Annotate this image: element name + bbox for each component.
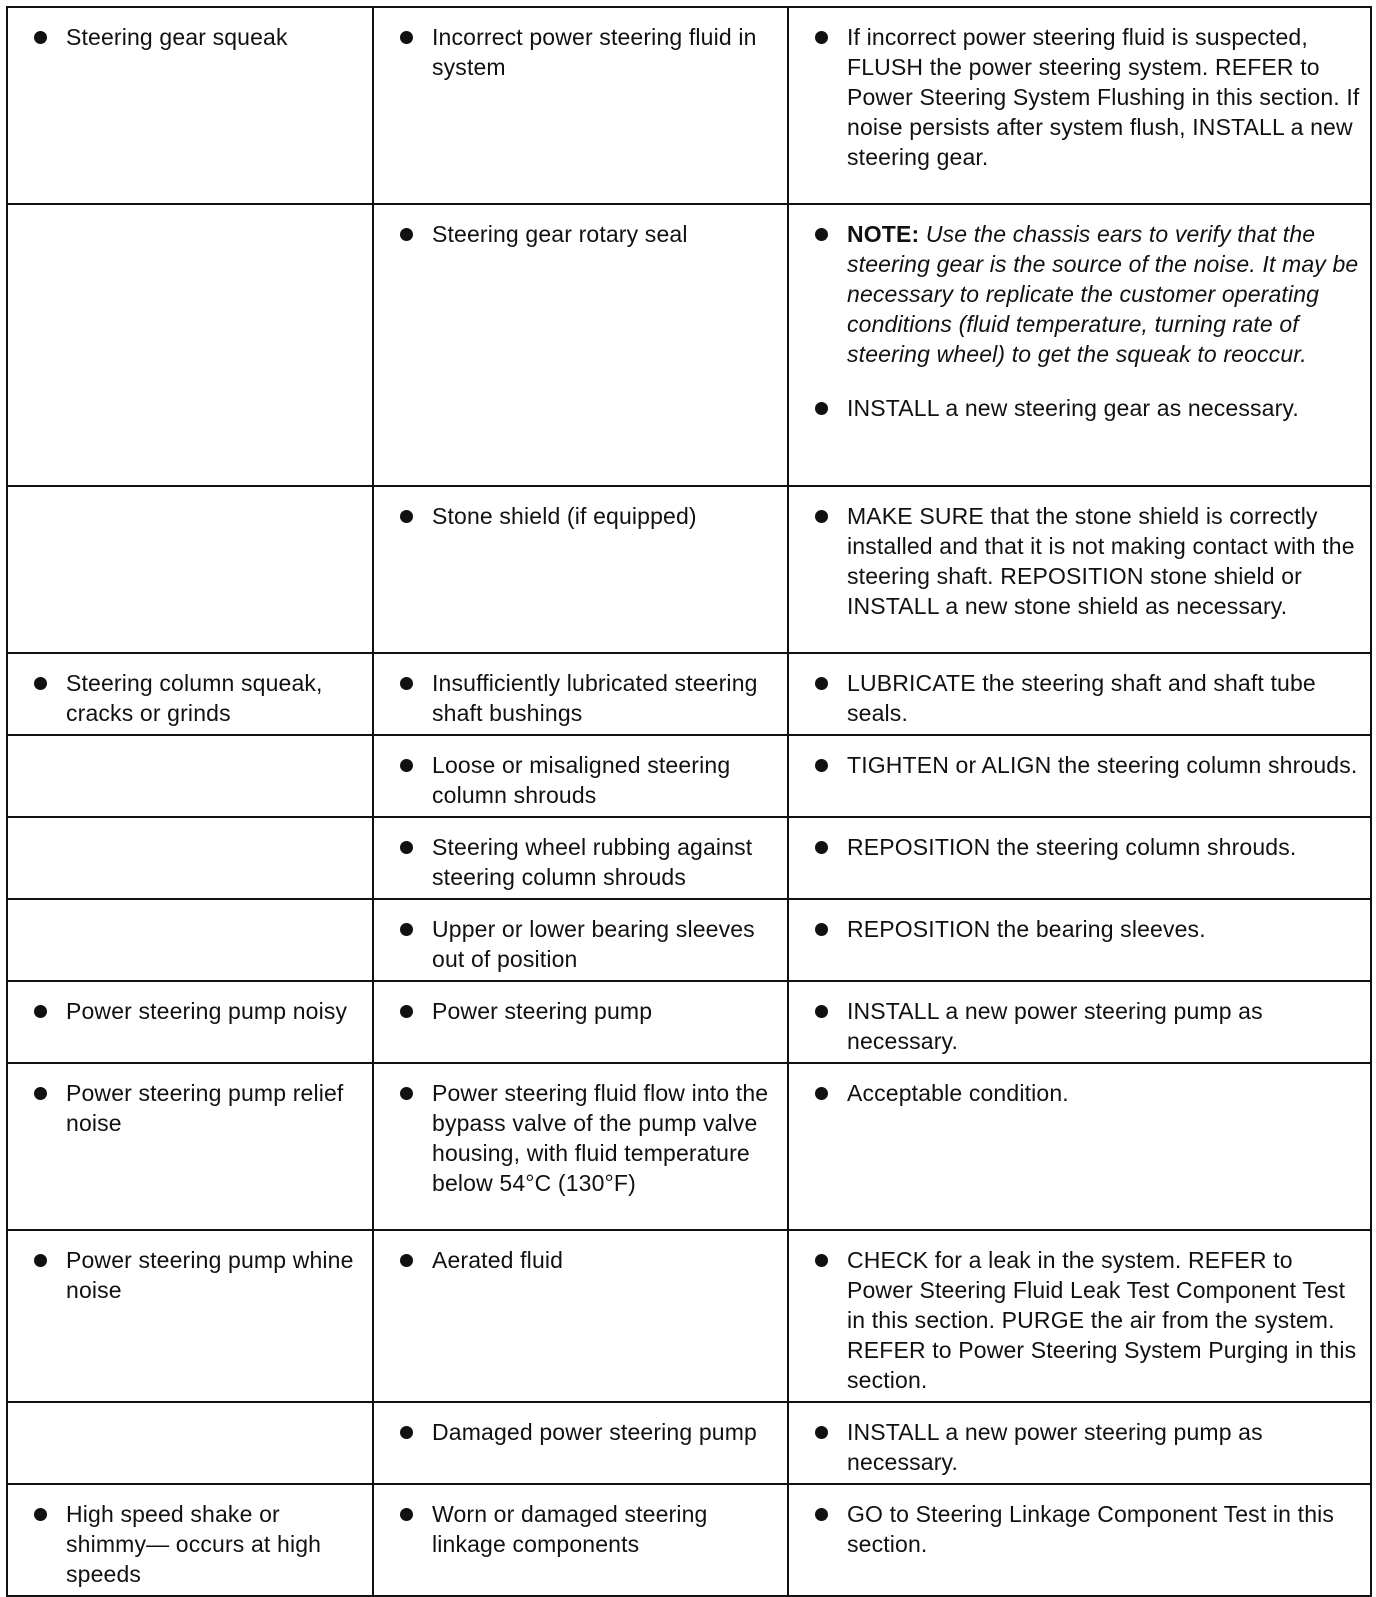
action-text: INSTALL a new power steering pump as necessary. xyxy=(847,1419,1263,1475)
condition-text: High speed shake or shimmy— occurs at high speeds xyxy=(66,1501,322,1587)
note-item xyxy=(805,219,1362,369)
bullet-icon xyxy=(815,1426,828,1439)
cause-cell xyxy=(373,653,788,735)
condition-cell xyxy=(7,7,373,204)
condition-text: Steering column squeak, cracks or grinds xyxy=(66,670,323,726)
action-item xyxy=(805,393,1362,423)
bullet-icon xyxy=(400,759,413,772)
condition-cell xyxy=(7,817,373,899)
bullet-icon xyxy=(815,1508,828,1521)
bullet-icon xyxy=(400,510,413,523)
action-cell xyxy=(788,1063,1371,1230)
cause-cell xyxy=(373,899,788,981)
table-row xyxy=(7,981,1371,1063)
cause-item xyxy=(390,219,779,249)
action-item xyxy=(805,1499,1362,1559)
condition-item xyxy=(24,1245,364,1305)
bullet-icon xyxy=(815,1254,828,1267)
bullet-icon xyxy=(400,228,413,241)
cause-text: Power steering fluid flow into the bypass valve of the pump valve housing, with fluid temperature below 54°C (130°F) xyxy=(432,1080,769,1196)
action-text: INSTALL a new power steering pump as necessary. xyxy=(847,998,1263,1054)
action-text: If incorrect power steering fluid is suspected, FLUSH the power steering system. REFER to Power Steering System Flushing in this section. If noise persists after system flush, INSTALL a new steering gear. xyxy=(847,24,1360,170)
table-row xyxy=(7,1230,1371,1402)
bullet-icon xyxy=(34,1087,47,1100)
cause-cell xyxy=(373,1230,788,1402)
cause-text: Upper or lower bearing sleeves out of position xyxy=(432,916,755,972)
bullet-icon xyxy=(34,1508,47,1521)
condition-cell xyxy=(7,899,373,981)
condition-cell xyxy=(7,1230,373,1402)
action-text: LUBRICATE the steering shaft and shaft tube seals. xyxy=(847,670,1316,726)
condition-item xyxy=(24,1499,364,1589)
cause-cell xyxy=(373,486,788,653)
cause-cell xyxy=(373,817,788,899)
cause-item xyxy=(390,501,779,531)
action-cell xyxy=(788,817,1371,899)
action-item xyxy=(805,996,1362,1056)
condition-cell xyxy=(7,653,373,735)
table-row xyxy=(7,899,1371,981)
cause-item xyxy=(390,668,779,728)
cause-cell xyxy=(373,204,788,486)
cause-cell xyxy=(373,1402,788,1484)
action-item xyxy=(805,1417,1362,1477)
cause-text: Worn or damaged steering linkage components xyxy=(432,1501,708,1557)
table-row xyxy=(7,7,1371,204)
cause-text: Steering gear rotary seal xyxy=(432,221,688,247)
bullet-icon xyxy=(400,1426,413,1439)
table-row xyxy=(7,1402,1371,1484)
action-item xyxy=(805,832,1362,862)
action-text: INSTALL a new steering gear as necessary. xyxy=(847,395,1299,421)
table-row xyxy=(7,1063,1371,1230)
action-cell xyxy=(788,653,1371,735)
cause-item xyxy=(390,832,779,892)
action-cell xyxy=(788,981,1371,1063)
bullet-icon xyxy=(400,923,413,936)
bullet-icon xyxy=(815,228,828,241)
bullet-icon xyxy=(400,1087,413,1100)
action-cell xyxy=(788,1484,1371,1596)
bullet-icon xyxy=(34,1005,47,1018)
action-item xyxy=(805,501,1362,621)
action-item xyxy=(805,914,1362,944)
condition-item xyxy=(24,996,364,1026)
action-cell xyxy=(788,486,1371,653)
note-text: Use the chassis ears to verify that the steering gear is the source of the noise. It may be necessary to replicate the customer operating conditions (fluid temperature, turning rate of steering wheel) to get the squeak to reoccur. xyxy=(847,221,1359,367)
bullet-icon xyxy=(400,841,413,854)
bullet-icon xyxy=(815,759,828,772)
cause-cell xyxy=(373,735,788,817)
cause-cell xyxy=(373,1484,788,1596)
bullet-icon xyxy=(815,510,828,523)
cause-item xyxy=(390,1078,779,1198)
bullet-icon xyxy=(815,402,828,415)
action-text: REPOSITION the bearing sleeves. xyxy=(847,916,1206,942)
diagnosis-table xyxy=(6,6,1372,1597)
bullet-icon xyxy=(34,31,47,44)
table-row xyxy=(7,817,1371,899)
bullet-icon xyxy=(815,1087,828,1100)
action-cell xyxy=(788,899,1371,981)
action-cell xyxy=(788,735,1371,817)
table-row xyxy=(7,653,1371,735)
bullet-icon xyxy=(815,923,828,936)
cause-text: Aerated fluid xyxy=(432,1247,564,1273)
action-item xyxy=(805,668,1362,728)
action-item xyxy=(805,22,1362,172)
action-text: CHECK for a leak in the system. REFER to Power Steering Fluid Leak Test Component Test in this section. PURGE the air from the system. REFER to Power Steering System Purging in this section. xyxy=(847,1247,1357,1393)
table-row xyxy=(7,1484,1371,1596)
action-cell xyxy=(788,1402,1371,1484)
action-item xyxy=(805,1078,1362,1108)
action-item xyxy=(805,1245,1362,1395)
condition-text: Power steering pump relief noise xyxy=(66,1080,344,1136)
cause-cell xyxy=(373,1063,788,1230)
bullet-icon xyxy=(815,841,828,854)
condition-item xyxy=(24,668,364,728)
bullet-icon xyxy=(400,31,413,44)
bullet-icon xyxy=(34,677,47,690)
bullet-icon xyxy=(400,1508,413,1521)
table-row xyxy=(7,486,1371,653)
bullet-icon xyxy=(815,1005,828,1018)
bullet-icon xyxy=(815,31,828,44)
cause-item xyxy=(390,1499,779,1559)
cause-text: Insufficiently lubricated steering shaft bushings xyxy=(432,670,758,726)
condition-cell xyxy=(7,735,373,817)
condition-item xyxy=(24,22,364,52)
condition-item xyxy=(24,1078,364,1138)
bullet-icon xyxy=(400,1254,413,1267)
condition-cell xyxy=(7,1484,373,1596)
cause-item xyxy=(390,1417,779,1447)
condition-cell xyxy=(7,1063,373,1230)
bullet-icon xyxy=(34,1254,47,1267)
action-text: GO to Steering Linkage Component Test in this section. xyxy=(847,1501,1335,1557)
condition-cell xyxy=(7,1402,373,1484)
cause-cell xyxy=(373,7,788,204)
action-item xyxy=(805,750,1362,780)
action-text: REPOSITION the steering column shrouds. xyxy=(847,834,1297,860)
table-row xyxy=(7,204,1371,486)
bullet-icon xyxy=(400,1005,413,1018)
condition-text: Power steering pump noisy xyxy=(66,998,348,1024)
cause-item xyxy=(390,750,779,810)
cause-text: Steering wheel rubbing against steering column shrouds xyxy=(432,834,753,890)
condition-text: Steering gear squeak xyxy=(66,24,288,50)
condition-cell xyxy=(7,486,373,653)
cause-item xyxy=(390,996,779,1026)
note-label: NOTE: xyxy=(847,221,920,247)
action-text: MAKE SURE that the stone shield is correctly installed and that it is not making contact with the steering shaft. REPOSITION stone shield or INSTALL a new stone shield as necessary. xyxy=(847,503,1355,619)
action-text: TIGHTEN or ALIGN the steering column shrouds. xyxy=(847,752,1358,778)
action-cell xyxy=(788,7,1371,204)
bullet-icon xyxy=(815,677,828,690)
cause-text: Loose or misaligned steering column shrouds xyxy=(432,752,731,808)
cause-text: Stone shield (if equipped) xyxy=(432,503,697,529)
condition-cell xyxy=(7,204,373,486)
bullet-icon xyxy=(400,677,413,690)
cause-cell xyxy=(373,981,788,1063)
cause-item xyxy=(390,22,779,82)
cause-item xyxy=(390,914,779,974)
action-text: Acceptable condition. xyxy=(847,1080,1069,1106)
action-cell xyxy=(788,204,1371,486)
table-row xyxy=(7,735,1371,817)
cause-text: Damaged power steering pump xyxy=(432,1419,757,1445)
cause-text: Incorrect power steering fluid in system xyxy=(432,24,757,80)
cause-text: Power steering pump xyxy=(432,998,653,1024)
condition-text: Power steering pump whine noise xyxy=(66,1247,354,1303)
action-cell xyxy=(788,1230,1371,1402)
condition-cell xyxy=(7,981,373,1063)
cause-item xyxy=(390,1245,779,1275)
